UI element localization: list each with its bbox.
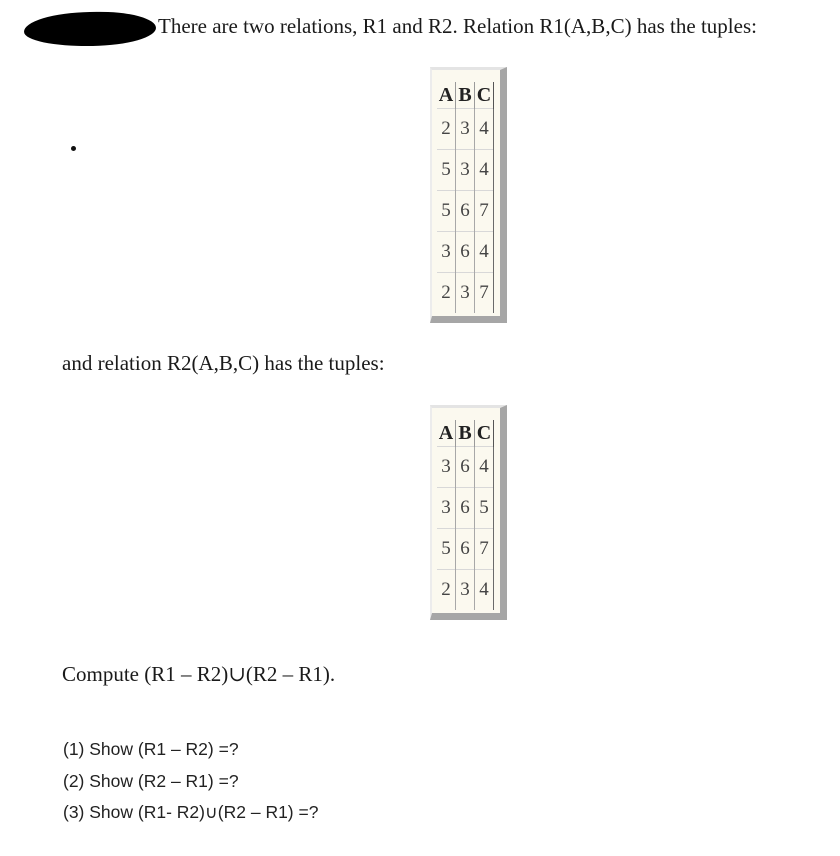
r2-cell: 5 — [475, 488, 494, 529]
r2-tuple-row — [437, 529, 494, 570]
r1-header-row — [437, 82, 494, 109]
question-item: (1) Show (R1 – R2) =? — [63, 739, 239, 759]
r1-tuple-row — [437, 273, 494, 314]
r1-cell: 4 — [475, 232, 494, 273]
r2-intro-text: and relation R2(A,B,C) has the tuples: — [62, 351, 385, 375]
r1-table-panel — [430, 67, 507, 323]
question-item: (3) Show (R1- R2)∪(R2 – R1) =? — [63, 802, 319, 822]
r2-header-row — [437, 420, 494, 447]
r2-tuple-row — [437, 488, 494, 529]
question-item: (2) Show (R2 – R1) =? — [63, 770, 239, 791]
r2-cell: 3 — [437, 488, 456, 529]
r1-cell: 2 — [437, 273, 456, 314]
r1-cell: 3 — [456, 109, 475, 150]
r2-header-cell: A — [437, 420, 456, 447]
r2-cell: 3 — [456, 570, 475, 611]
r2-table — [437, 420, 494, 610]
r1-cell: 4 — [475, 109, 494, 150]
r2-cell: 7 — [475, 529, 494, 570]
r1-tuple-row — [437, 109, 494, 150]
r2-header-cell: C — [475, 420, 494, 447]
r1-cell: 4 — [475, 150, 494, 191]
bullet-dot — [71, 146, 76, 151]
r1-cell: 3 — [456, 150, 475, 191]
question-list — [63, 738, 318, 833]
r2-header-cell: B — [456, 420, 475, 447]
r2-tuple-row — [437, 570, 494, 611]
r2-cell: 4 — [475, 570, 494, 611]
r1-cell: 5 — [437, 150, 456, 191]
r2-cell: 3 — [437, 447, 456, 488]
r1-cell: 6 — [456, 191, 475, 232]
r1-cell: 5 — [437, 191, 456, 232]
r1-table — [437, 82, 494, 313]
r1-cell: 3 — [456, 273, 475, 314]
r1-tuple-row — [437, 191, 494, 232]
r1-tuple-row — [437, 232, 494, 273]
r2-cell: 4 — [475, 447, 494, 488]
r1-header-cell: A — [437, 82, 456, 109]
r2-cell: 6 — [456, 447, 475, 488]
r2-table-panel — [430, 405, 507, 620]
r1-cell: 2 — [437, 109, 456, 150]
r1-header-cell: B — [456, 82, 475, 109]
r1-cell: 7 — [475, 273, 494, 314]
compute-instruction: Compute (R1 – R2)∪(R2 – R1). — [62, 662, 336, 686]
r1-header-cell: C — [475, 82, 494, 109]
r2-cell: 6 — [456, 488, 475, 529]
r2-cell: 6 — [456, 529, 475, 570]
redaction-mark — [24, 11, 157, 47]
r1-cell: 3 — [437, 232, 456, 273]
r1-cell: 6 — [456, 232, 475, 273]
r2-tuple-row — [437, 447, 494, 488]
r2-cell: 5 — [437, 529, 456, 570]
r1-cell: 7 — [475, 191, 494, 232]
r1-tuple-row — [437, 150, 494, 191]
r2-cell: 2 — [437, 570, 456, 611]
r1-intro-text: There are two relations, R1 and R2. Relation R1(A,B,C) has the tuples: — [158, 14, 757, 38]
